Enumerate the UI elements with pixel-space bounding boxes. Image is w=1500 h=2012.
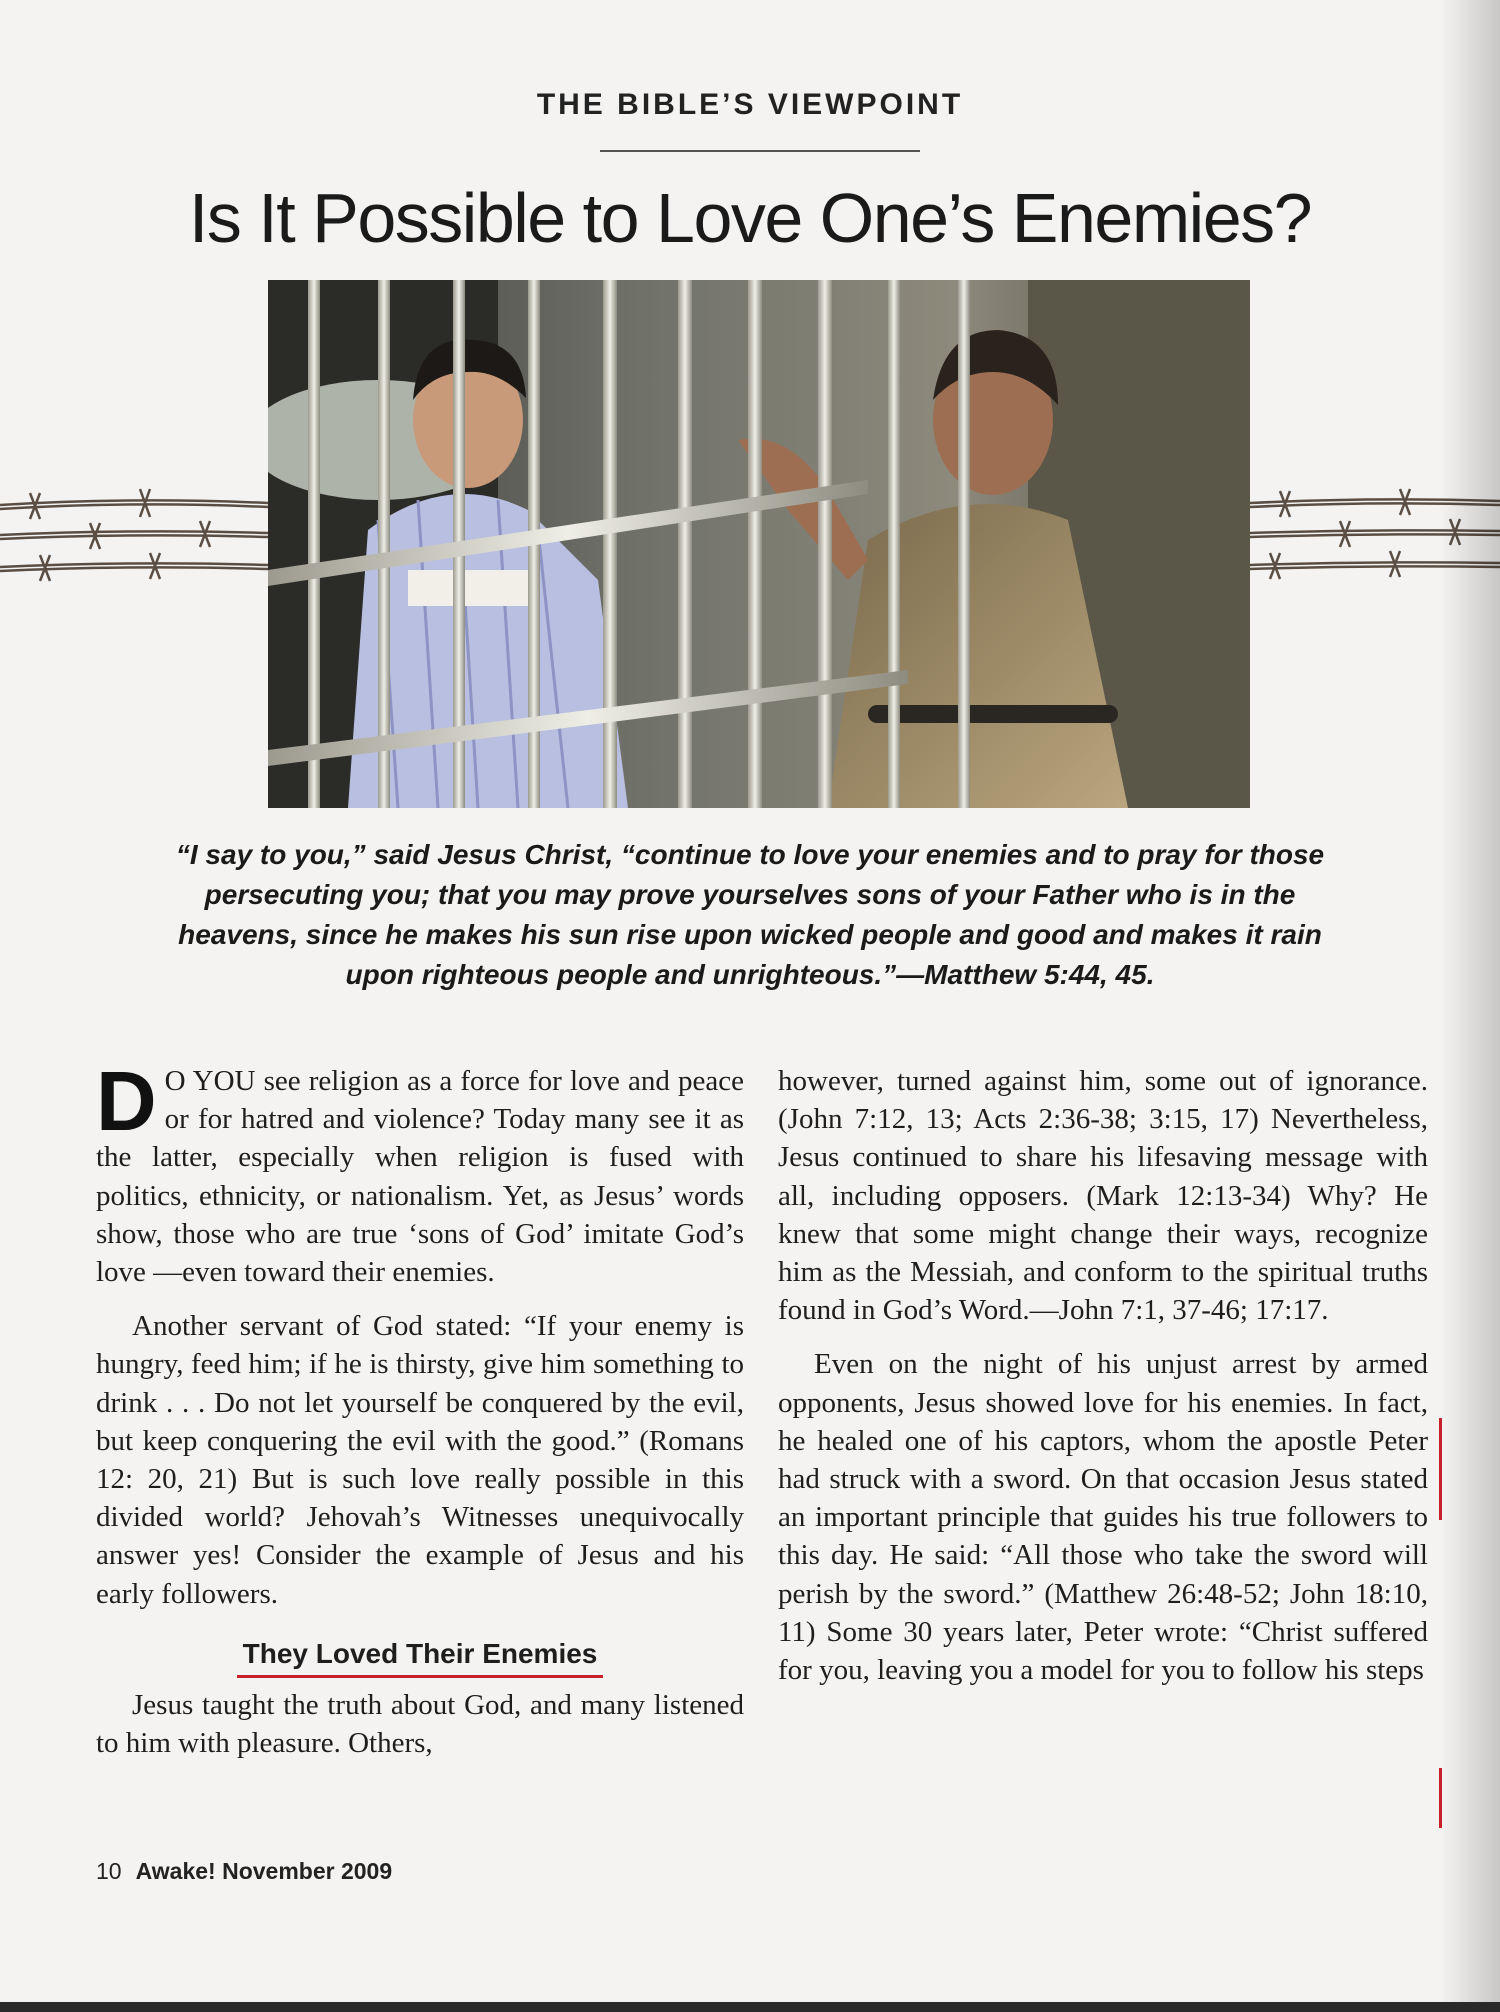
paragraph-text: O YOU see religion as a force for love and peace or for hatred and violence? Today many see it as the latter, especially when religion is fused with politics, ethnicity, or nationalism. Yet, as Jesus’ words show, those who are true ‘sons of God’ imitate God’s love —even toward their enemies.: [96, 1065, 744, 1289]
article-paragraph: Even on the night of his unjust arrest by armed opponents, Jesus showed love for his enemies. In fact, he healed one of his captors, whom the apostle Peter had struck with a sword. On that occasion Jesus stated an important principle that guides his true followers to this day. He said: “All those who take the sword will perish by the sword.” (Matthew 26:48-52; John 18:10, 11) Some 30 years later, Peter wrote: “Christ suffered for you, leaving you a model for you to follow his steps: [778, 1348, 1428, 1687]
drop-cap: D: [96, 1054, 157, 1148]
page-footer: [96, 1858, 392, 1885]
photo-caption: “I say to you,” said Jesus Christ, “continue to love your enemies and to pray for those persecuting you; that you may prove yourselves sons of your Father who is in the heavens, since he makes his sun rise upon wicked people and good and makes it rain upon righteous people and unrighteous.”—Matthew 5:44, 45.: [175, 839, 1325, 990]
article-paragraph: [96, 1054, 744, 1291]
subheading: [96, 1637, 744, 1678]
photo-illustration: [268, 280, 1250, 808]
article-paragraph: Another servant of God stated: “If your enemy is hungry, feed him; if he is thirsty, give him something to drink . . . Do not let yourself be conquered by the evil, but keep conquering the evil with the good.” (Romans 12: 20, 21) But is such love really possible in this divided world? Jehovah’s Witnesses unequivocally answer yes! Consider the example of Jesus and his early followers.: [96, 1310, 744, 1610]
section-heading: THE BIBLE’S VIEWPOINT: [536, 88, 964, 121]
article-paragraph: however, turned against him, some out of ignorance. (John 7:12, 13; Acts 2:36-38; 3:15, 17) Nevertheless, Jesus continued to share his lifesaving message with all, including opposers. (Mark 12:13-34) Why? He knew that some might change their ways, recognize him as the Messiah, and conform to the spiritual truths found in God’s Word.—John 7:1, 37-46; 17:17.: [778, 1065, 1428, 1327]
publication-name: Awake! November 2009: [135, 1858, 393, 1884]
page-number: 10: [96, 1858, 122, 1884]
page-bottom-edge: [0, 2002, 1500, 2012]
heading-rule: [600, 150, 920, 152]
page-edge-shadow: [1440, 0, 1500, 2012]
subheading-text: They Loved Their Enemies: [237, 1637, 604, 1678]
article-column-left: [96, 1054, 744, 1762]
prison-visit-photo: [268, 280, 1250, 808]
page-title: Is It Possible to Love One’s Enemies?: [188, 179, 1312, 257]
article-column-right: [778, 1062, 1428, 1689]
barbed-wire-left: [0, 475, 268, 595]
article-paragraph: Jesus taught the truth about God, and many listened to him with pleasure. Others,: [96, 1688, 744, 1760]
